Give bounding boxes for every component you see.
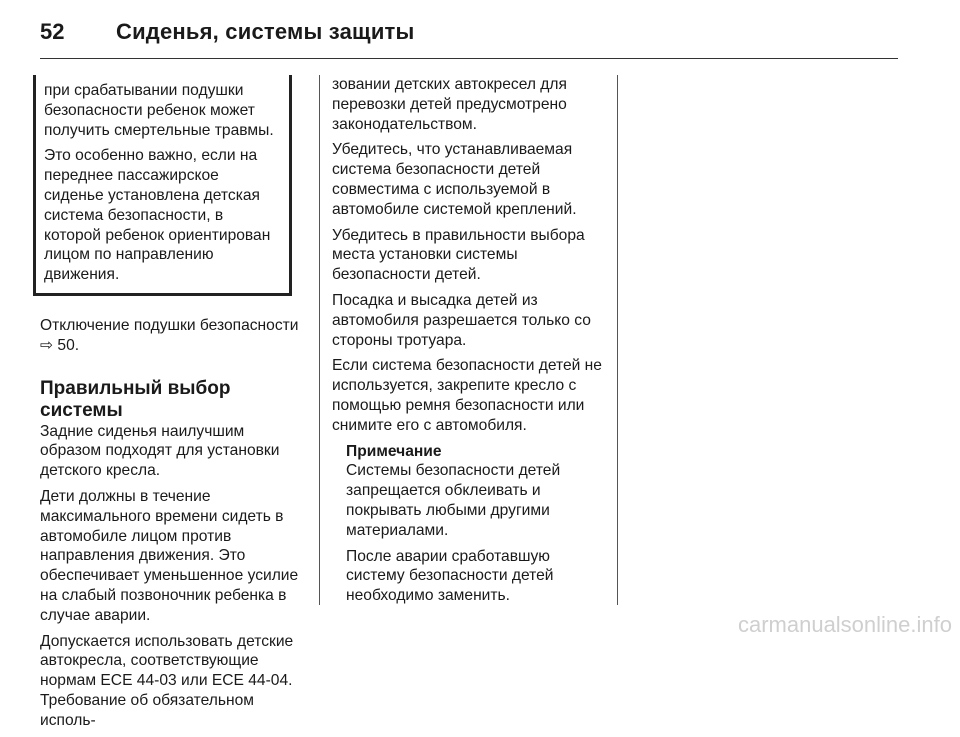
page-title: Сиденья, системы защиты bbox=[116, 19, 415, 44]
body-paragraph: Допускается использовать детские автокресла, соответствующие нормам ЕСЕ 44-03 или ЕСЕ 44-04. Требование об обязательном исполь- bbox=[40, 632, 294, 729]
body-paragraph: Убедитесь в правильности выбора места установки системы безопасности детей. bbox=[332, 226, 585, 284]
note-paragraph: После аварии сработавшую систему безопасности детей необходимо заменить. bbox=[346, 547, 554, 605]
warning-box bbox=[33, 75, 292, 296]
body-paragraph: Дети должны в течение максимального времени сидеть в автомобиле лицом против направления движения. Это обеспечивает уменьшенное усилие на слабый позвоночник ребенка в случае аварии. bbox=[40, 487, 299, 624]
note-block bbox=[346, 442, 602, 606]
arrow-icon: ⇨ bbox=[40, 336, 54, 354]
body-paragraph: Посадка и высадка детей из автомобиля разрешается только со стороны тротуара. bbox=[332, 291, 591, 349]
body-paragraph: Убедитесь, что устанавливаемая система безопасности детей совместима с используемой в автомобиле системой креплений. bbox=[332, 141, 577, 218]
watermark-url: carmanualsonline.info bbox=[737, 612, 952, 637]
body-paragraph: Задние сиденья наилучшим образом подходят для установки детского кресла. bbox=[40, 422, 280, 480]
cross-reference bbox=[40, 316, 302, 356]
note-paragraph: Системы безопасности детей запрещается обклеивать и покрывать любыми другими материалами. bbox=[346, 462, 561, 539]
page-number: 52 bbox=[40, 19, 65, 44]
xref-text: Отключение подушки безопасности bbox=[40, 316, 299, 334]
xref-page: 50. bbox=[53, 336, 80, 354]
warning-paragraph: Это особенно важно, если на переднее пассажирское сиденье установлена детская система безопасности, в которой ребенок ориентирован лицом по направлению движения. bbox=[44, 147, 271, 284]
text-column-middle bbox=[332, 75, 602, 612]
body-paragraph: зовании детских автокресел для перевозки детей предусмотрено законодательством. bbox=[332, 76, 567, 133]
column-divider-right bbox=[617, 75, 618, 605]
note-heading: Примечание bbox=[346, 442, 442, 460]
body-paragraph: Если система безопасности детей не используется, закрепите кресло с помощью ремня безопасности или снимите его с автомобиля. bbox=[332, 357, 602, 434]
section-heading: Правильный выбор системы bbox=[40, 377, 231, 421]
warning-paragraph: при срабатывании подушки безопасности ребенок может получить смертельные травмы. bbox=[44, 82, 274, 139]
header-divider bbox=[40, 58, 898, 59]
page-header bbox=[40, 12, 415, 52]
column-divider-left bbox=[319, 75, 320, 605]
text-column-left bbox=[40, 75, 302, 737]
